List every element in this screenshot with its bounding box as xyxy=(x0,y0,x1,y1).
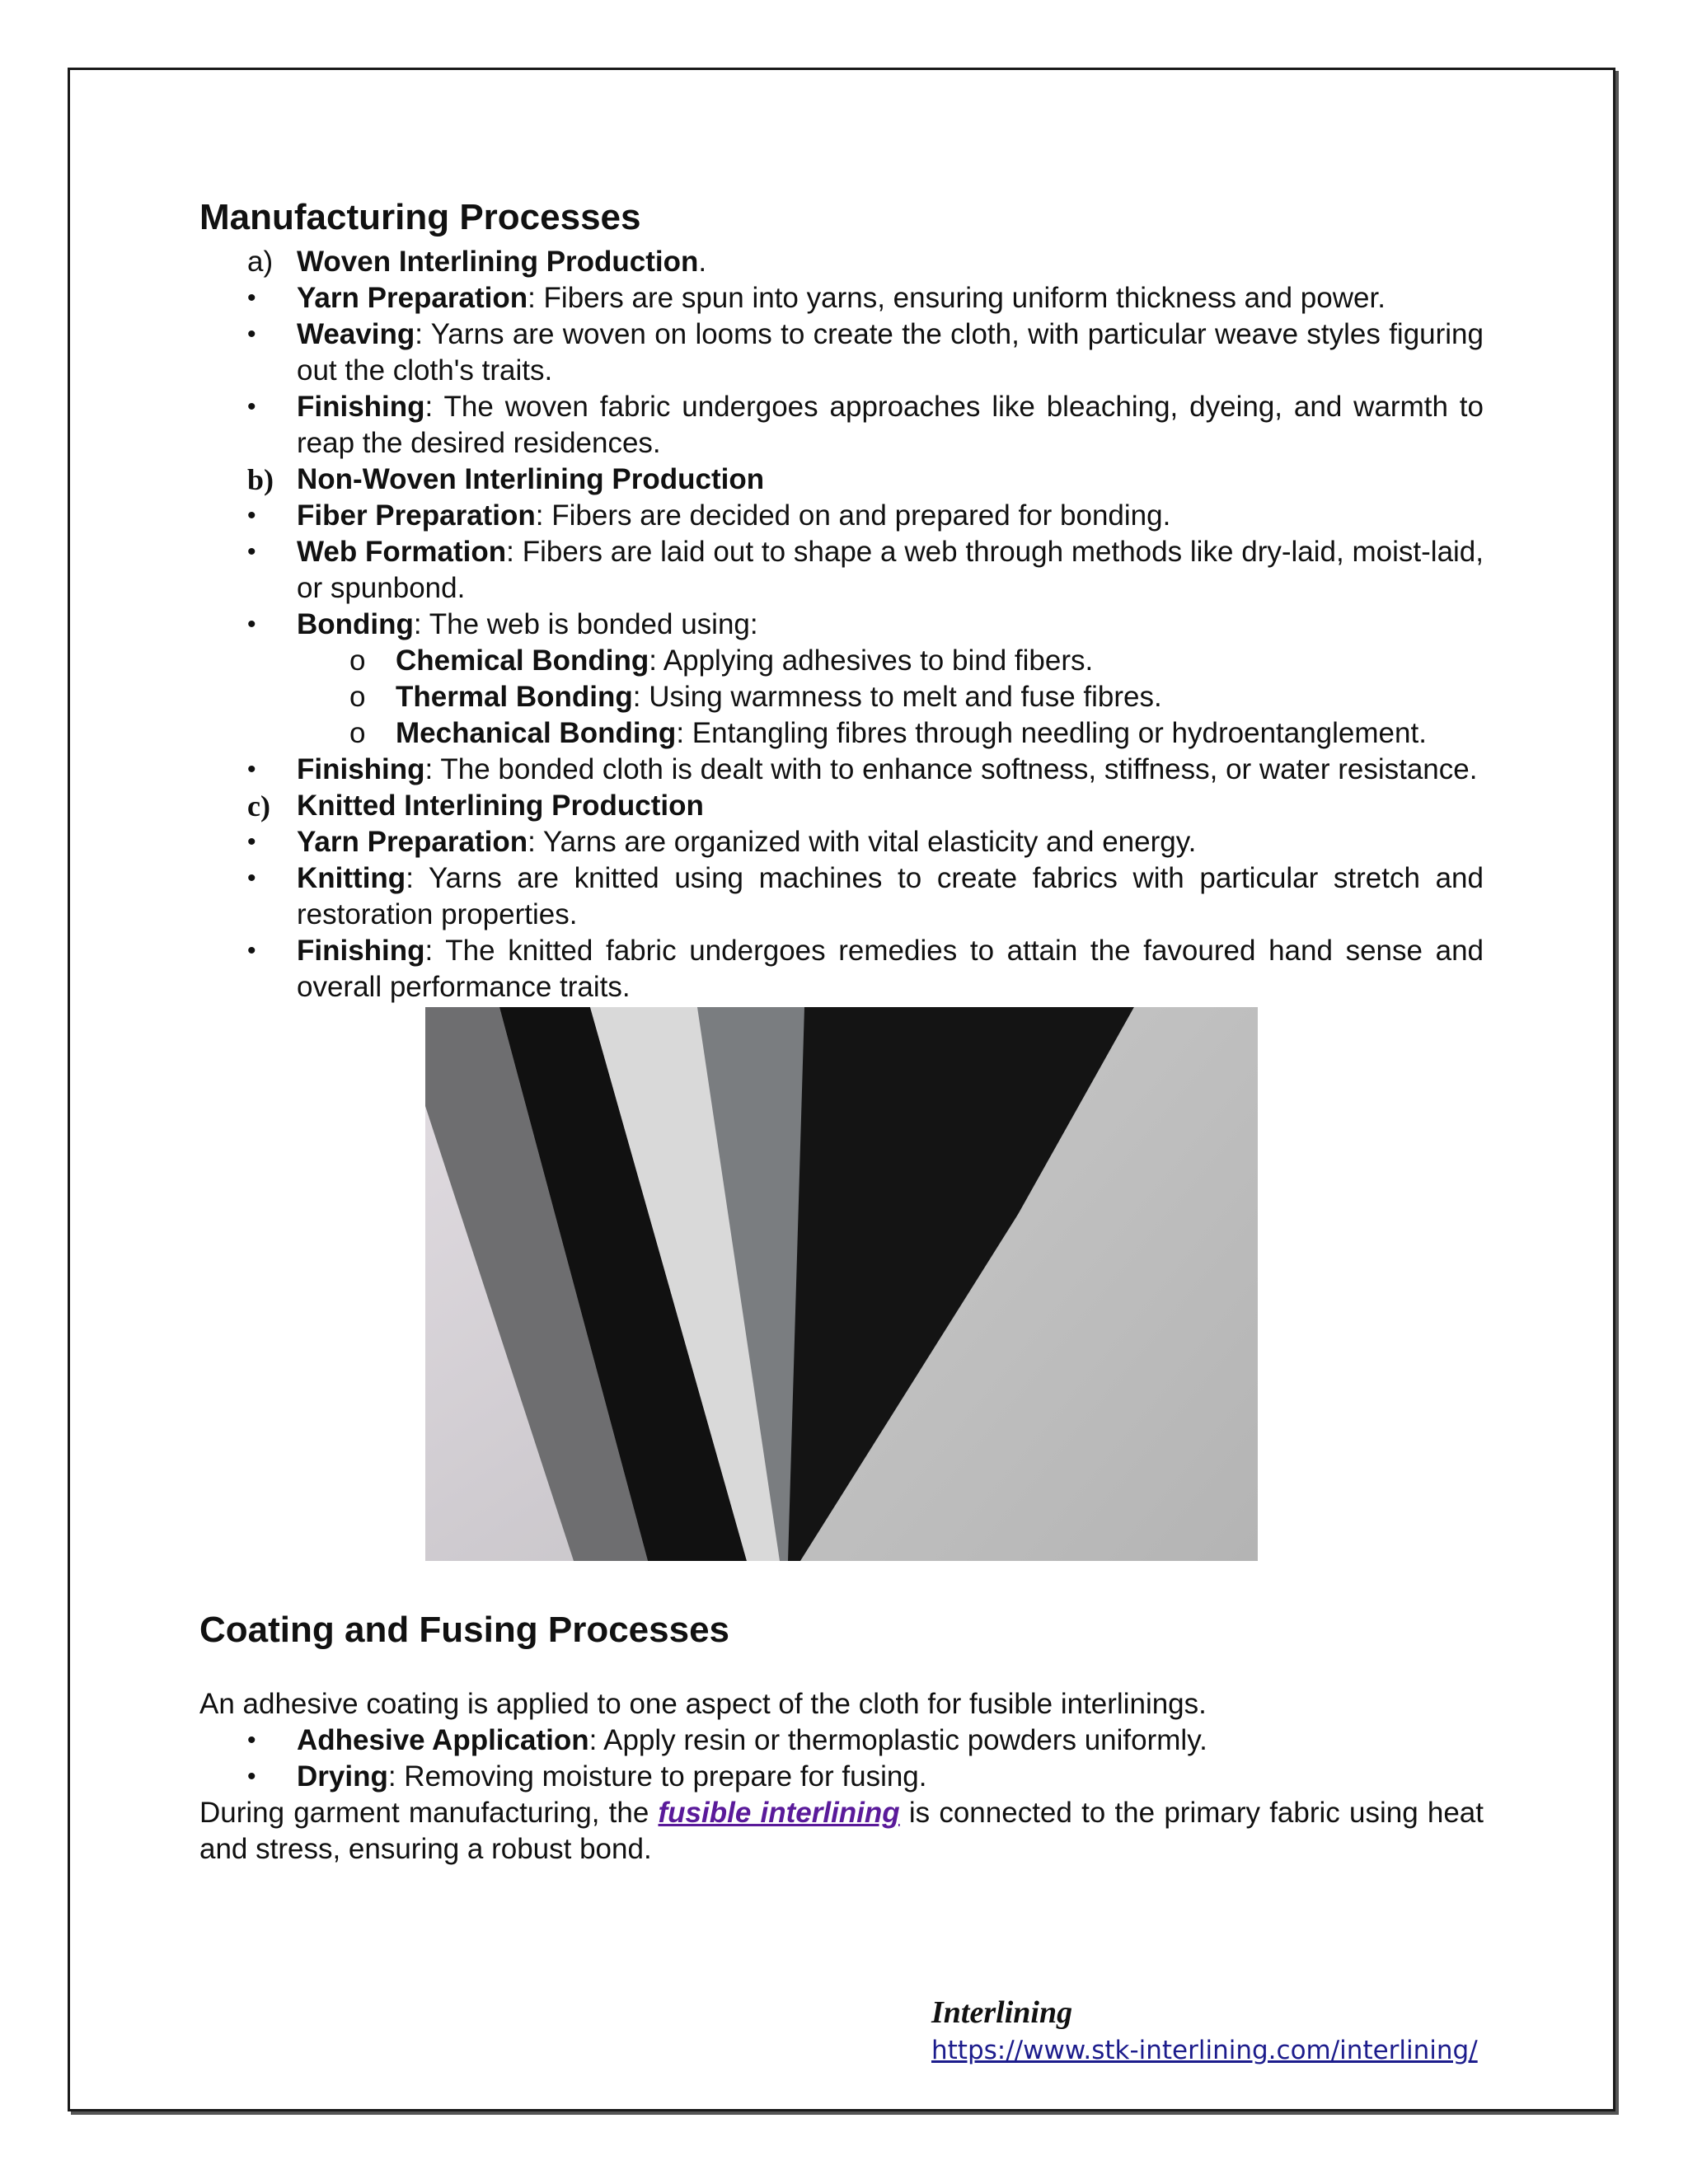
list-item: • Drying: Removing moisture to prepare for fusing. xyxy=(199,1759,1484,1795)
list-item: • Finishing: The knitted fabric undergoes remedies to attain the favoured hand sense and overall performance traits. xyxy=(247,935,1484,1003)
list-marker: a) xyxy=(247,246,274,278)
interlining-fabric-photo xyxy=(425,1007,1258,1561)
list-item: • Bonding: The web is bonded using: xyxy=(199,607,1484,643)
circle-bullet-icon: o xyxy=(349,644,366,677)
footer xyxy=(931,1994,1478,2065)
bullet-icon: • xyxy=(247,828,256,855)
list-marker: b) xyxy=(247,463,274,496)
subsection-heading-nonwoven xyxy=(199,462,1484,498)
subsection-title: Knitted Interlining Production xyxy=(297,790,704,822)
section-title-manufacturing: Manufacturing Processes xyxy=(199,197,641,237)
circle-bullet-icon: o xyxy=(349,681,366,713)
bullet-icon: • xyxy=(247,538,256,565)
coating-intro: An adhesive coating is applied to one aspect of the cloth for fusible interlinings. xyxy=(199,1688,1207,1720)
list-item: • Fiber Preparation: Fibers are decided on and prepared for bonding. xyxy=(199,498,1484,534)
bullet-icon: • xyxy=(247,611,256,638)
sub-list-item: o Thermal Bonding: Using warmness to melt and fuse fibres. xyxy=(199,679,1484,715)
list-item: • Yarn Preparation: Fibers are spun into yarns, ensuring uniform thickness and power. xyxy=(199,280,1484,316)
footer-url-link[interactable]: https://www.stk-interlining.com/interlining/ xyxy=(931,2036,1478,2065)
bullet-icon: • xyxy=(247,502,256,529)
bullet-icon: • xyxy=(247,321,256,348)
bullet-icon: • xyxy=(247,284,256,312)
list-item: • Yarn Preparation: Yarns are organized with vital elasticity and energy. xyxy=(199,824,1484,860)
bullet-icon: • xyxy=(247,393,256,420)
list-item: • Knitting: Yarns are knitted using machines to create fabrics with particular stretch and restoration properties. xyxy=(247,862,1484,930)
document-body xyxy=(199,194,1484,1868)
bullet-icon: • xyxy=(247,937,256,964)
sub-list-item: o Mechanical Bonding: Entangling fibres through needling or hydroentanglement. xyxy=(199,715,1484,752)
list-item: • Finishing: The woven fabric undergoes approaches like bleaching, dyeing, and warmth to reap the desired residences. xyxy=(247,391,1484,459)
list-item: • Finishing: The bonded cloth is dealt with to enhance softness, stiffness, or water resistance. xyxy=(199,752,1484,788)
list-item: • Adhesive Application: Apply resin or thermoplastic powders uniformly. xyxy=(199,1722,1484,1759)
bullet-icon: • xyxy=(247,756,256,783)
footer-title: Interlining xyxy=(931,1995,1073,2030)
bullet-icon: • xyxy=(247,1763,256,1790)
subsection-title: Non-Woven Interlining Production xyxy=(297,463,765,495)
list-item: • Weaving: Yarns are woven on looms to create the cloth, with particular weave styles figuring out the cloth's traits. xyxy=(247,318,1484,387)
subsection-heading-knitted xyxy=(199,788,1484,824)
subsection-title: Woven Interlining Production xyxy=(297,246,699,278)
sub-list-item: o Chemical Bonding: Applying adhesives to bind fibers. xyxy=(199,643,1484,679)
circle-bullet-icon: o xyxy=(349,717,366,749)
list-marker: c) xyxy=(247,790,270,823)
fusible-interlining-link[interactable]: fusible interlining xyxy=(658,1797,900,1829)
list-item: • Web Formation: Fibers are laid out to shape a web through methods like dry-laid, moist-laid, or spunbond. xyxy=(247,536,1484,604)
closing-paragraph: During garment manufacturing, the fusible interlining is connected to the primary fabric using heat and stress, ensuring a robust bond. xyxy=(199,1797,1484,1865)
bullet-icon: • xyxy=(247,865,256,892)
section-title-coating: Coating and Fusing Processes xyxy=(199,1610,730,1650)
subsection-heading-woven: a) Woven Interlining Production. xyxy=(199,244,1484,280)
bullet-icon: • xyxy=(247,1727,256,1754)
